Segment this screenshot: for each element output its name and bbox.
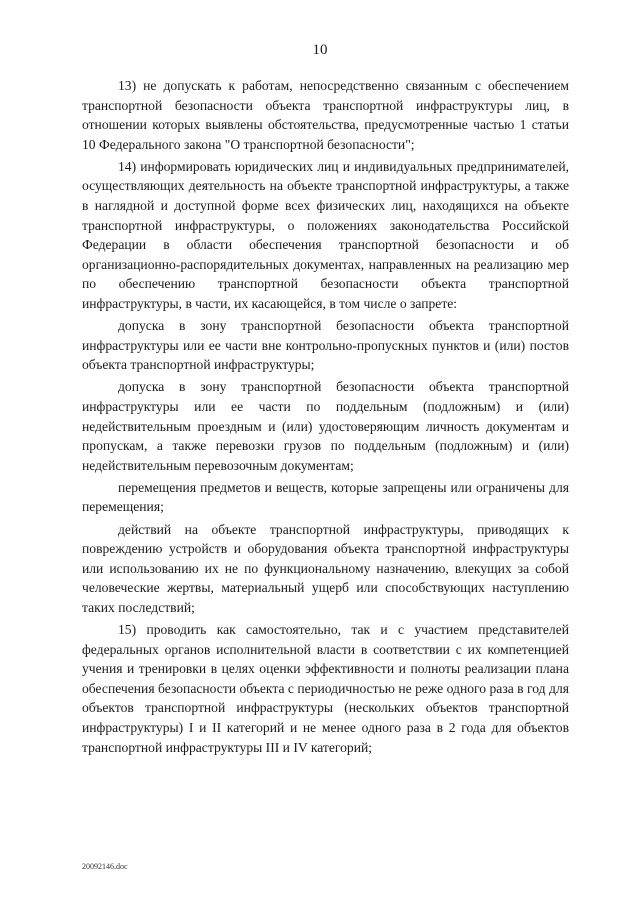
paragraph-item-15: 15) проводить как самостоятельно, так и с участием представителей федеральных органов исполнительной власти в соответствии с их компетенцией учения и тренировки в целях оценки эффективности и полноты реализации плана обеспечения безопасности объекта с периодичностью не реже одного раза в год для объектов транспортной инфраструктуры (нескольких объектов транспортной инфраструктуры) I и II категорий и не менее одного раза в 2 года для объектов транспортной инфраструктуры III и IV категорий;	[82, 622, 569, 755]
paragraph-item-14: 14) информировать юридических лиц и индивидуальных предпринимателей, осуществляющих деятельность на объекте транспортной инфраструктуры, а также в наглядной и доступной форме всех физических лиц, находящихся на объекте транспортной инфраструктуры, о положениях законодательства Российской Федерации в области обеспечения транспортной безопасности и об организационно-распорядительных документах, направленных на реализацию мер по обеспечению транспортной безопасности объекта транспортной инфраструктуры, в части, их касающейся, в том числе о запрете:	[82, 158, 569, 312]
paragraph-prohibition-entry-outside-checkpoints: допуска в зону транспортной безопасности объекта транспортной инфраструктуры или ее части вне контрольно-пропускных пунктов и (или) постов объекта транспортной инфраструктуры;	[82, 318, 569, 373]
footer-filename: 20092146.doc	[82, 862, 128, 871]
page-number: 10	[312, 42, 328, 58]
paragraph-prohibition-forged-documents: допуска в зону транспортной безопасности объекта транспортной инфраструктуры или ее части по поддельным (подложным) и (или) недействительным проездным и (или) удостоверяющим личность документам и пропускам, а также перевозки грузов по поддельным (подложным) и (или) недействительным перевозочным документам;	[82, 379, 569, 473]
paragraph-item-13: 13) не допускать к работам, непосредственно связанным с обеспечением транспортной безопасности объекта транспортной инфраструктуры лиц, в отношении которых выявлены обстоятельства, предусмотренные частью 1 статьи 10 Федерального закона "О транспортной безопасности";	[82, 78, 569, 152]
document-body	[82, 76, 569, 760]
paragraph-prohibition-restricted-items: перемещения предметов и веществ, которые запрещены или ограничены для перемещения;	[82, 479, 569, 515]
paragraph-prohibition-damaging-actions: действий на объекте транспортной инфраструктуры, приводящих к повреждению устройств и оборудования объекта транспортной инфраструктуры или использованию их не по функциональному назначению, влекущих за собой человеческие жертвы, материальный ущерб или способствующих наступлению таких последствий;	[82, 521, 569, 615]
